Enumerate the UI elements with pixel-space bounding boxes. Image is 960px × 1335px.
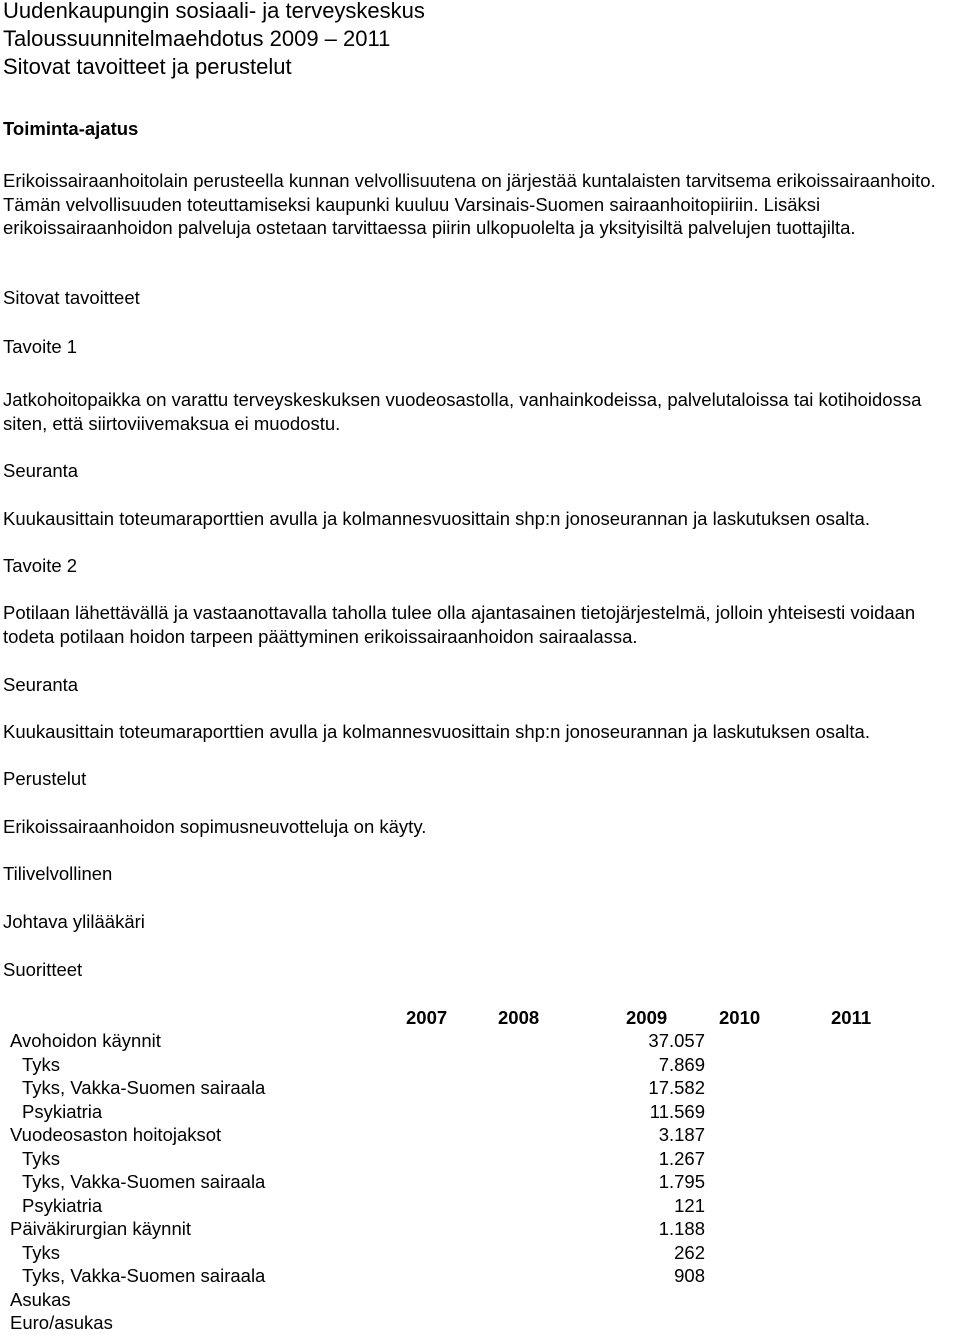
row-label: Tyks [22, 1053, 61, 1075]
row-label: Päiväkirurgian käynnit [10, 1218, 191, 1239]
year-2010: 2010 [719, 1007, 761, 1028]
tavoite1-heading: Tavoite 1 [3, 336, 78, 357]
row-value-2009: 11.569 [649, 1100, 705, 1122]
row-label: Tyks [22, 1147, 61, 1169]
row-label: Psykiatria [22, 1194, 103, 1216]
suoritteet-heading: Suoritteet [3, 959, 83, 980]
table-row [3, 1264, 958, 1288]
sitovat-heading: Sitovat tavoitteet [3, 287, 140, 308]
document-title: Taloussuunnitelmaehdotus 2009 – 2011 [3, 26, 391, 51]
tavoite1-seuranta-heading: Seuranta [3, 460, 79, 481]
row-value-2009: 7.869 [658, 1053, 705, 1075]
year-2008: 2008 [498, 1007, 540, 1028]
tavoite2-text: Potilaan lähettävällä ja vastaanottavalla taholla tulee olla ajantasainen tietojärjestelmä, jolloin yhteisesti voidaan todeta potilaan hoidon tarpeen päättyminen erikoissairaanhoidon sairaalassa. [3, 602, 916, 647]
tilivelvollinen-text: Johtava ylilääkäri [3, 911, 145, 932]
perustelut-heading: Perustelut [3, 768, 87, 789]
table-row [3, 1194, 958, 1218]
row-value-2009: 121 [674, 1194, 705, 1216]
tavoite1-seuranta-text: Kuukausittain toteumaraporttien avulla ja kolmannesvuosittain shp:n jonoseurannan ja laskutuksen osalta. [3, 508, 870, 529]
row-value-2009: 1.267 [658, 1147, 705, 1169]
table-row [3, 1029, 958, 1053]
row-value-2009: 262 [674, 1241, 705, 1263]
table-row [3, 1170, 958, 1194]
row-value-2009: 1.188 [658, 1218, 705, 1239]
organization-title: Uudenkaupungin sosiaali- ja terveyskeskus [3, 0, 425, 23]
toiminta-text: Erikoissairaanhoitolain perusteella kunnan velvollisuutena on järjestää kuntalaisten tarvitsema erikoissairaanhoito. Tämän velvollisuuden toteuttamiseksi kaupunki kuuluu Varsinais-Suomen sairaanhoitopiiriin. Lisäksi erikoissairaanhoidon palveluja ostetaan tarvittaessa piirin ulkopuolelta ja yksityisiltä palvelujen tuottajilta. [3, 170, 936, 238]
row-value-2009: 17.582 [648, 1077, 705, 1098]
row-label: Tyks, Vakka-Suomen sairaala [22, 1265, 266, 1286]
row-value-2009: 37.057 [648, 1030, 705, 1051]
row-label: Asukas [10, 1288, 71, 1310]
table-row [3, 1217, 958, 1241]
table-row [3, 1100, 958, 1124]
row-label: Vuodeosaston hoitojaksot [10, 1124, 222, 1145]
perustelut-text: Erikoissairaanhoidon sopimusneuvotteluja on käyty. [3, 816, 427, 837]
table-row [3, 1076, 958, 1100]
table-row [3, 1123, 958, 1147]
year-2009: 2009 [626, 1007, 668, 1028]
row-label: Tyks [22, 1241, 61, 1263]
table-row [3, 1241, 958, 1265]
row-label: Tyks, Vakka-Suomen sairaala [22, 1077, 266, 1098]
year-2007: 2007 [406, 1007, 448, 1028]
tavoite1-text: Jatkohoitopaikka on varattu terveyskeskuksen vuodeosastolla, vanhainkodeissa, palvelutaloissa tai kotihoidossa siten, että siirtoviivemaksua ei muodostu. [3, 389, 922, 434]
toiminta-heading: Toiminta-ajatus [3, 118, 139, 139]
row-label: Avohoidon käynnit [10, 1030, 161, 1051]
row-label: Tyks, Vakka-Suomen sairaala [22, 1171, 266, 1192]
tavoite2-heading: Tavoite 2 [3, 555, 78, 576]
row-label: Euro/asukas [10, 1312, 113, 1333]
document-subtitle: Sitovat tavoitteet ja perustelut [3, 54, 292, 79]
tavoite2-seuranta-text: Kuukausittain toteumaraporttien avulla ja kolmannesvuosittain shp:n jonoseurannan ja laskutuksen osalta. [3, 721, 870, 742]
row-label: Psykiatria [22, 1100, 103, 1122]
table-row [3, 1147, 958, 1171]
table-row [3, 1053, 958, 1077]
row-value-2009: 1.795 [658, 1171, 705, 1192]
row-value-2009: 908 [674, 1265, 705, 1286]
row-value-2009: 3.187 [658, 1124, 705, 1145]
tavoite2-seuranta-heading: Seuranta [3, 674, 79, 695]
table-row [3, 1288, 958, 1312]
year-2011: 2011 [831, 1007, 872, 1028]
tilivelvollinen-heading: Tilivelvollinen [3, 863, 113, 884]
